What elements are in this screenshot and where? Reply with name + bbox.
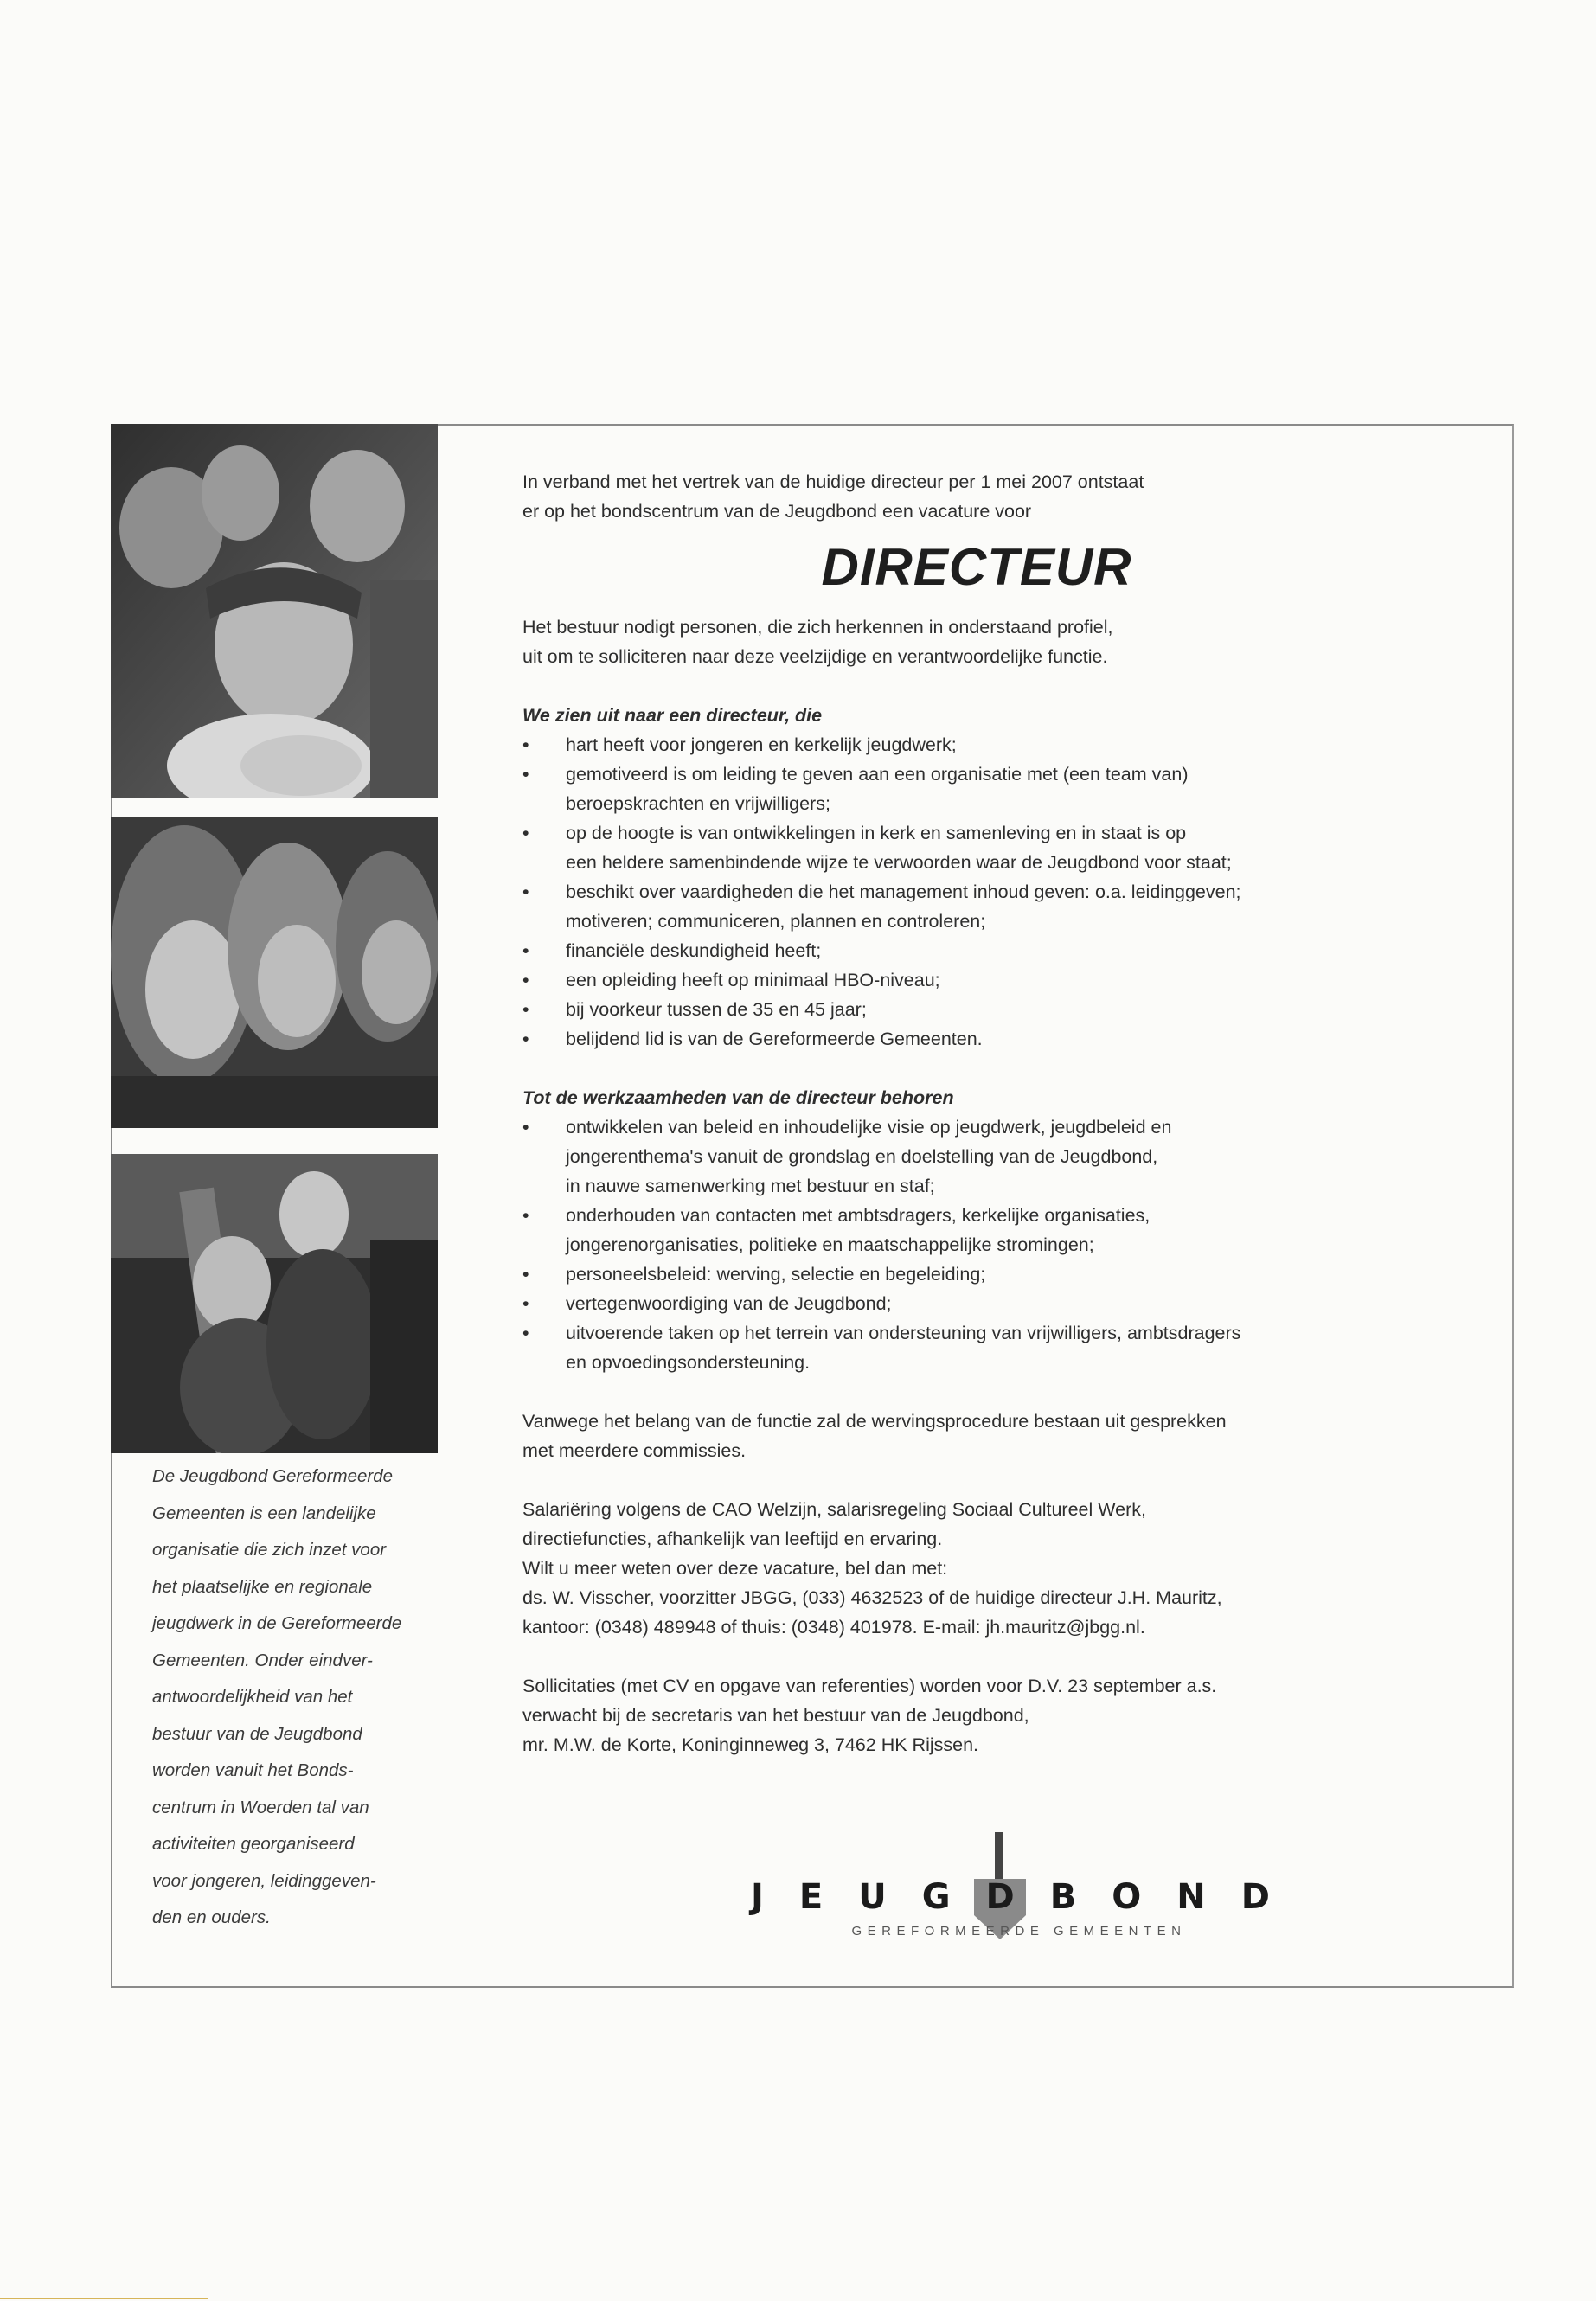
photo-boys-group [111, 424, 438, 798]
profile-heading: We zien uit naar een directeur, die [522, 705, 823, 726]
invitation-text: Het bestuur nodigt personen, die zich herkennen in onderstaand profiel, uit om te solliciteren naar deze veelzijdige en verantwoordelijke functie. [522, 617, 1113, 667]
list-item: • belijdend lid is van de Gereformeerde Gemeenten. [522, 1024, 1483, 1054]
application-text: Sollicitaties (met CV en opgave van referenties) worden voor D.V. 23 september a.s. verwacht bij de secretaris van het bestuur van de Jeugdbond, mr. M.W. de Korte, Koninginneweg 3, 7462 HK Rijssen. [522, 1676, 1217, 1755]
list-item: • ontwikkelen van beleid en inhoudelijke visie op jeugdwerk, jeugdbeleid en jongerenthema's vanuit de grondslag en doelstelling van de Jeugdbond, in nauwe samenwerking met bestuur en staf; [522, 1112, 1483, 1201]
photo-girls-group [111, 817, 438, 1128]
profile-list [522, 730, 1483, 1054]
tasks-heading: Tot de werkzaamheden van de directeur behoren [522, 1087, 954, 1108]
list-item: • gemotiveerd is om leiding te geven aan een organisatie met (een team van) beroepskrachten en vrijwilligers; [522, 760, 1483, 818]
photo-girls-group-image [111, 817, 438, 1128]
list-item: • op de hoogte is van ontwikkelingen in kerk en samenleving en in staat is op een heldere samenbindende wijze te verwoorden waar de Jeugdbond voor staat; [522, 818, 1483, 877]
list-item: • personeelsbeleid: werving, selectie en begeleiding; [522, 1259, 1483, 1289]
salary-contact-text: Salariëring volgens de CAO Welzijn, salarisregeling Sociaal Cultureel Werk, directiefuncties, afhankelijk van leeftijd en ervaring. Wilt u meer weten over deze vacature, bel dan met: ds. W. Visscher, voorzitter JBGG, (033) 4632523 of de huidige directeur J.H. Mauritz, kantoor: (0348) 489948 of thuis: (0348) 401978. E-mail: jh.mauritz@jbgg.nl. [522, 1499, 1222, 1638]
list-item: • hart heeft voor jongeren en kerkelijk jeugdwerk; [522, 730, 1483, 760]
organisation-caption: De Jeugdbond Gereformeerde Gemeenten is een landelijke organisatie die zich inzet voor het plaatselijke en regionale jeugdwerk in de Gereformeerde Gemeenten. Onder eindver- antwoordelijkheid van het bestuur van de Jeugdbond worden vanuit het Bonds- centrum in Woerden tal van activiteiten georganiseerd voor jongeren, leidinggeven- den en ouders. [152, 1466, 402, 1927]
procedure-text: Vanwege het belang van de functie zal de wervingsprocedure bestaan uit gesprekken met meerdere commissies. [522, 1411, 1227, 1461]
list-item: • vertegenwoordiging van de Jeugdbond; [522, 1289, 1483, 1318]
photo-boys-group-image [111, 424, 438, 798]
jeugdbond-logo [751, 1832, 1305, 1939]
list-item: • onderhouden van contacten met ambtsdragers, kerkelijke organisaties, jongerenorganisaties, politieke en maatschappelijke stromingen; [522, 1201, 1483, 1259]
list-item: • beschikt over vaardigheden die het management inhoud geven: o.a. leidinggeven; motiveren; communiceren, plannen en controleren; [522, 877, 1483, 936]
logo-word: JEUGDBOND [751, 1877, 1305, 1917]
photo-boys-outdoors-image [111, 1154, 438, 1453]
vacancy-text [522, 467, 1483, 1759]
job-title: DIRECTEUR [821, 538, 1132, 596]
list-item: • financiële deskundigheid heeft; [522, 936, 1483, 965]
photo-boys-outdoors [111, 1154, 438, 1453]
list-item: • bij voorkeur tussen de 35 en 45 jaar; [522, 995, 1483, 1024]
list-item: • uitvoerende taken op het terrein van ondersteuning van vrijwilligers, ambtsdragers en opvoedingsondersteuning. [522, 1318, 1483, 1377]
intro-text: In verband met het vertrek van de huidige directeur per 1 mei 2007 ontstaat er op het bondscentrum van de Jeugdbond een vacature voor [522, 471, 1144, 522]
list-item: • een opleiding heeft op minimaal HBO-niveau; [522, 965, 1483, 995]
footer-rule [0, 2298, 208, 2299]
logo-subtitle: GEREFORMEERDE GEMEENTEN [851, 1924, 1187, 1939]
tasks-list [522, 1112, 1483, 1377]
